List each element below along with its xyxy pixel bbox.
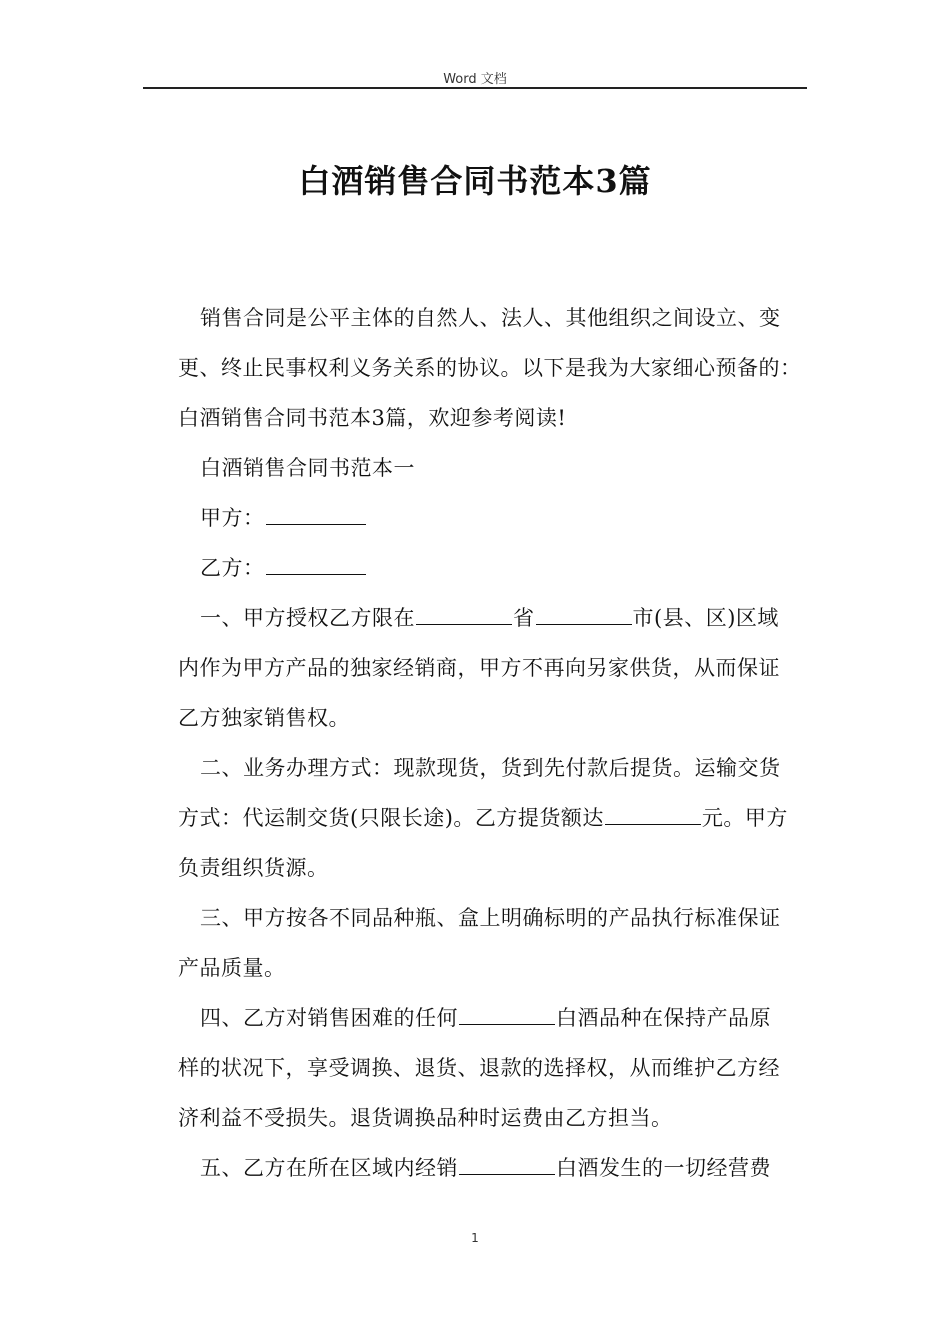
- page-header-label: Word 文档: [443, 72, 507, 87]
- clause-line: [200, 602, 779, 632]
- text-run: 二、业务办理方式：现款现货，货到先付款后提货。运输交货: [200, 756, 781, 780]
- text-run: 方式：代运制交货(只限长途)。乙方提货额达: [178, 806, 604, 830]
- text-run: 一、甲方授权乙方限在: [200, 606, 415, 630]
- fill-in-blank: [605, 823, 701, 825]
- fill-in-blank: [459, 1173, 555, 1175]
- paragraph-line: [178, 352, 802, 382]
- clause-line: [178, 952, 286, 982]
- clause-line: [178, 702, 350, 732]
- text-run: 三、甲方按各不同品种瓶、盒上明确标明的产品执行标准保证: [200, 906, 781, 930]
- text-run: 更、终止民事权利义务关系的协议。以下是我为大家细心预备的：: [178, 356, 802, 380]
- paragraph-line: [200, 302, 781, 332]
- text-run: 白酒销售合同书范本一: [200, 456, 415, 480]
- text-run: 市(县、区)区域: [632, 606, 779, 630]
- text-run: 样的状况下，享受调换、退货、退款的选择权，从而维护乙方经: [178, 1056, 780, 1080]
- clause-line: [178, 652, 780, 682]
- text-run: 四、乙方对销售困难的任何: [200, 1006, 458, 1030]
- clause-line: [178, 1052, 780, 1082]
- text-run: 元。甲方: [701, 806, 788, 830]
- clause-line: [200, 1152, 771, 1182]
- text-run: 负责组织货源。: [178, 856, 329, 880]
- fill-in-blank: [266, 523, 366, 525]
- text-run: 销售合同是公平主体的自然人、法人、其他组织之间设立、变: [200, 306, 781, 330]
- section-heading: [200, 452, 415, 482]
- fill-in-blank: [459, 1023, 555, 1025]
- text-run: 内作为甲方产品的独家经销商，甲方不再向另家供货，从而保证: [178, 656, 780, 680]
- text-run: 五、乙方在所在区域内经销: [200, 1156, 458, 1180]
- text-run: 白酒品种在保持产品原: [556, 1006, 771, 1030]
- header-divider: [143, 87, 807, 89]
- paragraph-line: [178, 402, 566, 432]
- party-a-label: 甲方：: [200, 506, 265, 530]
- text-run: 白酒销售合同书范本3篇，欢迎参考阅读!: [178, 406, 567, 430]
- party-a-line: [200, 502, 367, 532]
- document-title: 白酒销售合同书范本3篇: [298, 162, 652, 200]
- fill-in-blank: [416, 623, 512, 625]
- text-run: 济利益不受损失。退货调换品种时运费由乙方担当。: [178, 1106, 673, 1130]
- text-run: 白酒发生的一切经营费: [556, 1156, 771, 1180]
- clause-line: [200, 1002, 771, 1032]
- clause-line: [178, 852, 329, 882]
- fill-in-blank: [266, 573, 366, 575]
- page-number: 1: [471, 1231, 479, 1245]
- clause-line: [200, 752, 781, 782]
- clause-line: [178, 802, 788, 832]
- party-b-label: 乙方：: [200, 556, 265, 580]
- party-b-line: [200, 552, 367, 582]
- clause-line: [200, 902, 781, 932]
- text-run: 乙方独家销售权。: [178, 706, 350, 730]
- clause-line: [178, 1102, 673, 1132]
- fill-in-blank: [536, 623, 632, 625]
- text-run: 产品质量。: [178, 956, 286, 980]
- text-run: 省: [513, 606, 535, 630]
